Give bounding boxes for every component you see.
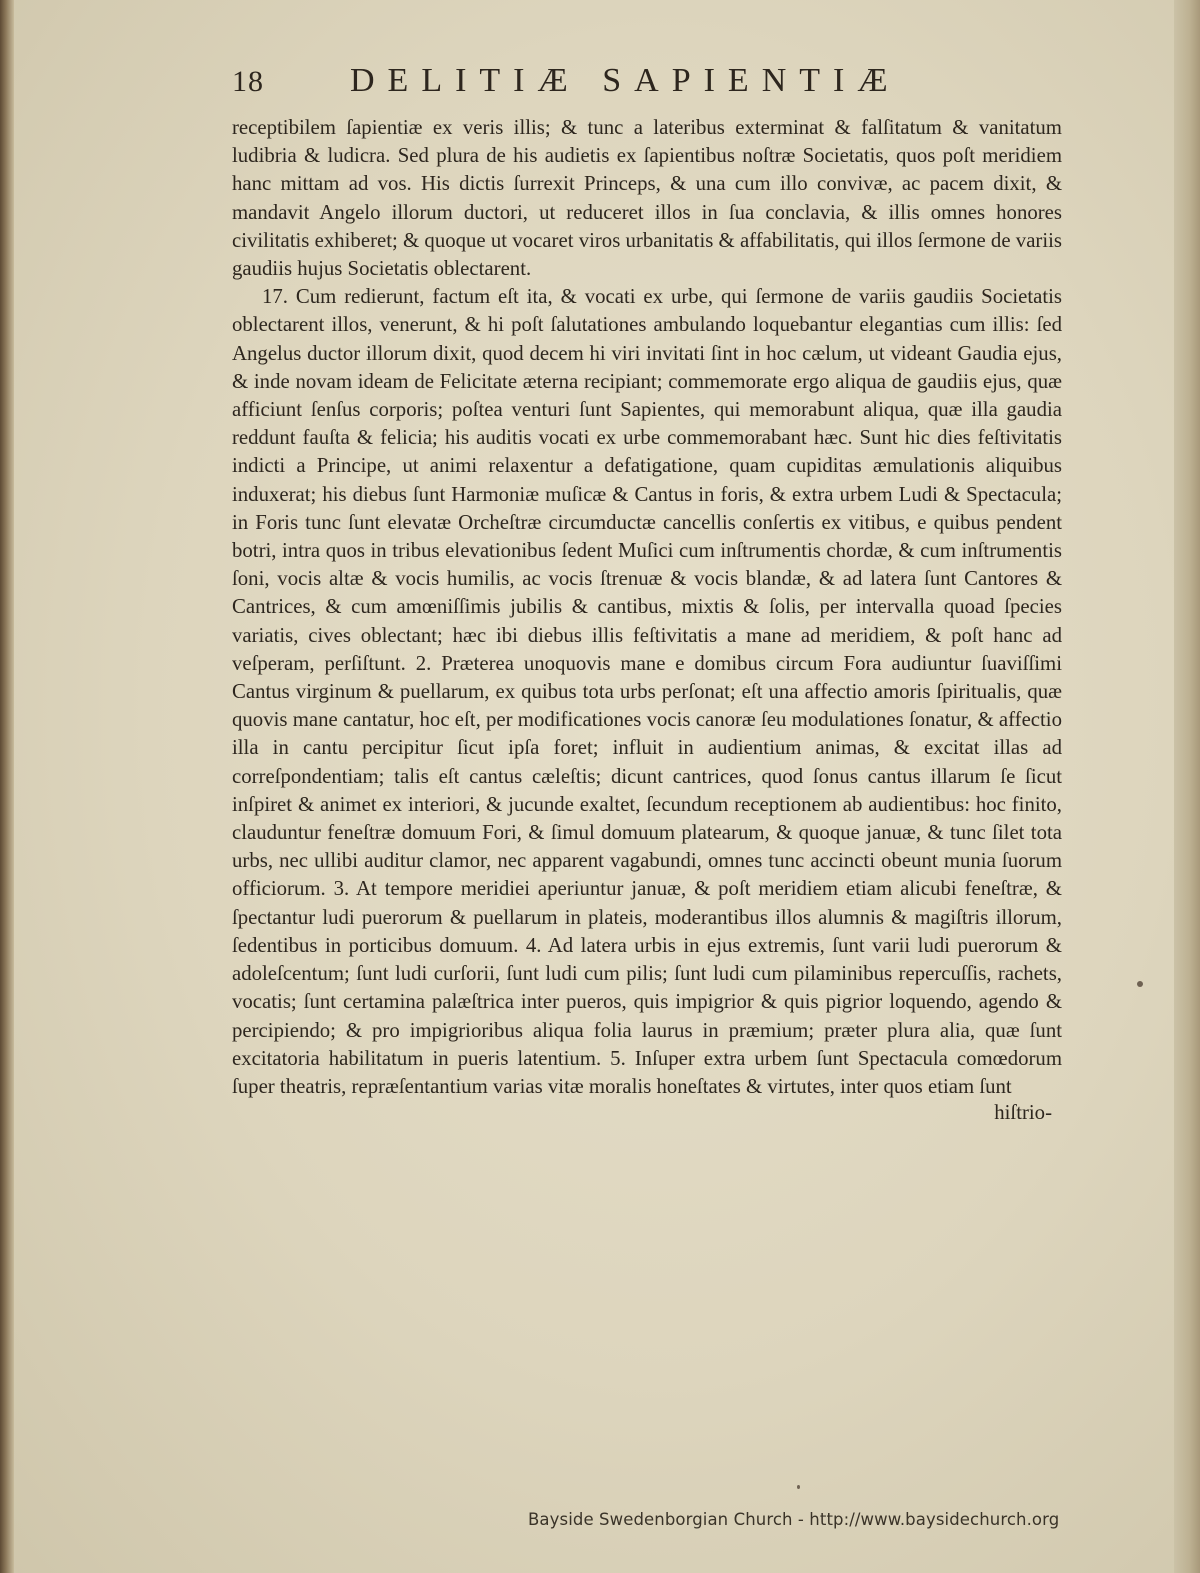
paragraph: 17. Cum redierunt, factum eſt ita, & vocati ex urbe, qui ſermone de variis gaudiis Societatis oblectarent illos, venerunt, & hi poſt ſalutationes ambulando loquebantur elegantias cum illis: ſed Angelus ductor illorum dixit, quod decem hi viri invitati ſint in hoc cælum, ut videant Gaudia ejus, & inde novam ideam de Felicitate æterna recipiant; commemorate ergo aliqua de gaudiis ejus, quæ afficiunt ſenſus corporis; poſtea venturi ſunt Sapientes, qui memorabunt aliqua, quæ illa gaudia reddunt fauſta & felicia; his auditis vocati ex urbe commemorabant hæc. Sunt hic dies feſtivitatis indicti a Principe, ut animi relaxentur a defatigatione, quam cupiditas æmulationis aliquibus induxerat; his diebus ſunt Harmoniæ muſicæ & Cantus in foris, & extra urbem Ludi & Spectacula; in Foris tunc ſunt elevatæ Orcheſtræ circumductæ cancellis conſertis ex vitibus, e quibus pendent botri, intra quos in tribus elevationibus ſedent Muſici cum inſtrumentis chordæ, & cum inſtrumentis ſoni, vocis altæ & vocis humilis, ac vocis ſtrenuæ & vocis blandæ, & ad latera ſunt Cantores & Cantrices, & cum amœniſſimis jubilis & cantibus, mixtis & ſolis, per intervalla quoad ſpecies variatis, cives oblectant; hæc ibi diebus illis feſtivitatis a mane ad meridiem, & poſt hanc ad veſperam, perſiſtunt. 2. Præterea unoquovis mane e domibus circum Fora audiuntur ſuaviſſimi Cantus virginum & puellarum, ex quibus tota urbs perſonat; eſt una affectio amoris ſpiritualis, quæ quovis mane cantatur, hoc eſt, per modificationes vocis canoræ ſeu modulationes ſonatur, & affectio illa in cantu percipitur ſicut ipſa foret; influit in audientium animas, & excitat illas ad correſpondentiam; talis eſt cantus cæleſtis; dicunt cantrices, quod ſonus cantus illarum ſe ſicut inſpiret & animet ex interiori, & jucunde exaltet, ſecundum receptionem ab audientibus: hoc finito, clauduntur feneſtræ domuum Fori, & ſimul domuum platearum, & quoque januæ, & tunc ſilet tota urbs, nec ullibi auditur clamor, nec apparent vagabundi, omnes tunc accincti obeunt munia ſuorum officiorum. 3. At tempore meridiei aperiuntur januæ, & poſt meridiem etiam alicubi feneſtræ, & ſpectantur ludi puerorum & puellarum in plateis, moderantibus illos alumnis & magiſtris illorum, ſedentibus in porticibus domuum. 4. Ad latera urbis in ejus extremis, ſunt varii ludi puerorum & adoleſcentum; ſunt ludi curſorii, ſunt ludi cum pilis; ſunt ludi cum pilaminibus repercuſſis, rachets, vocatis; ſunt certamina palæſtrica inter pueros, quis impigrior & quis pigrior loquendo, agendo & percipiendo; & pro impigrioribus aliqua folia laurus in præmium; præter plura alia, quæ ſunt excitatoria habilitatum in pueris latentium. 5. Inſuper extra urbem ſunt Spectacula comœdorum ſuper theatris, repræſentantium varias vitæ moralis honeſtates & virtutes, inter quos etiam ſunt (232, 285, 1062, 1098)
running-header (232, 62, 1062, 114)
ink-spot (1137, 981, 1143, 987)
page-content (232, 62, 1062, 1125)
body-text (232, 114, 1062, 1101)
page-edge (1174, 0, 1200, 1573)
catchword: hiſtrio- (994, 1101, 1052, 1125)
paragraph: receptibilem ſapientiæ ex veris illis; & tunc a lateribus exterminat & falſitatum & vanitatum ludibria & ludicra. Sed plura de his audietis ex ſapientibus noſtræ Societatis, quos poſt meridiem hanc mittam ad vos. His dictis ſurrexit Princeps, & una cum illo convivæ, ac pacem dixit, & mandavit Angelo illorum ductori, ut reduceret illos in ſua conclavia, & illis omnes honores civilitatis exhiberet; & quoque ut vocaret viros urbanitatis & affabilitatis, qui illos ſermone de variis gaudiis hujus Societatis oblectarent. (232, 116, 1062, 281)
book-gutter (0, 0, 14, 1573)
watermark-text: Bayside Swedenborgian Church - http://www.baysidechurch.org (528, 1510, 1060, 1529)
page-number: 18 (232, 65, 264, 98)
running-title: DELITIÆ SAPIENTIÆ (350, 62, 901, 99)
ink-spot (797, 1485, 800, 1489)
